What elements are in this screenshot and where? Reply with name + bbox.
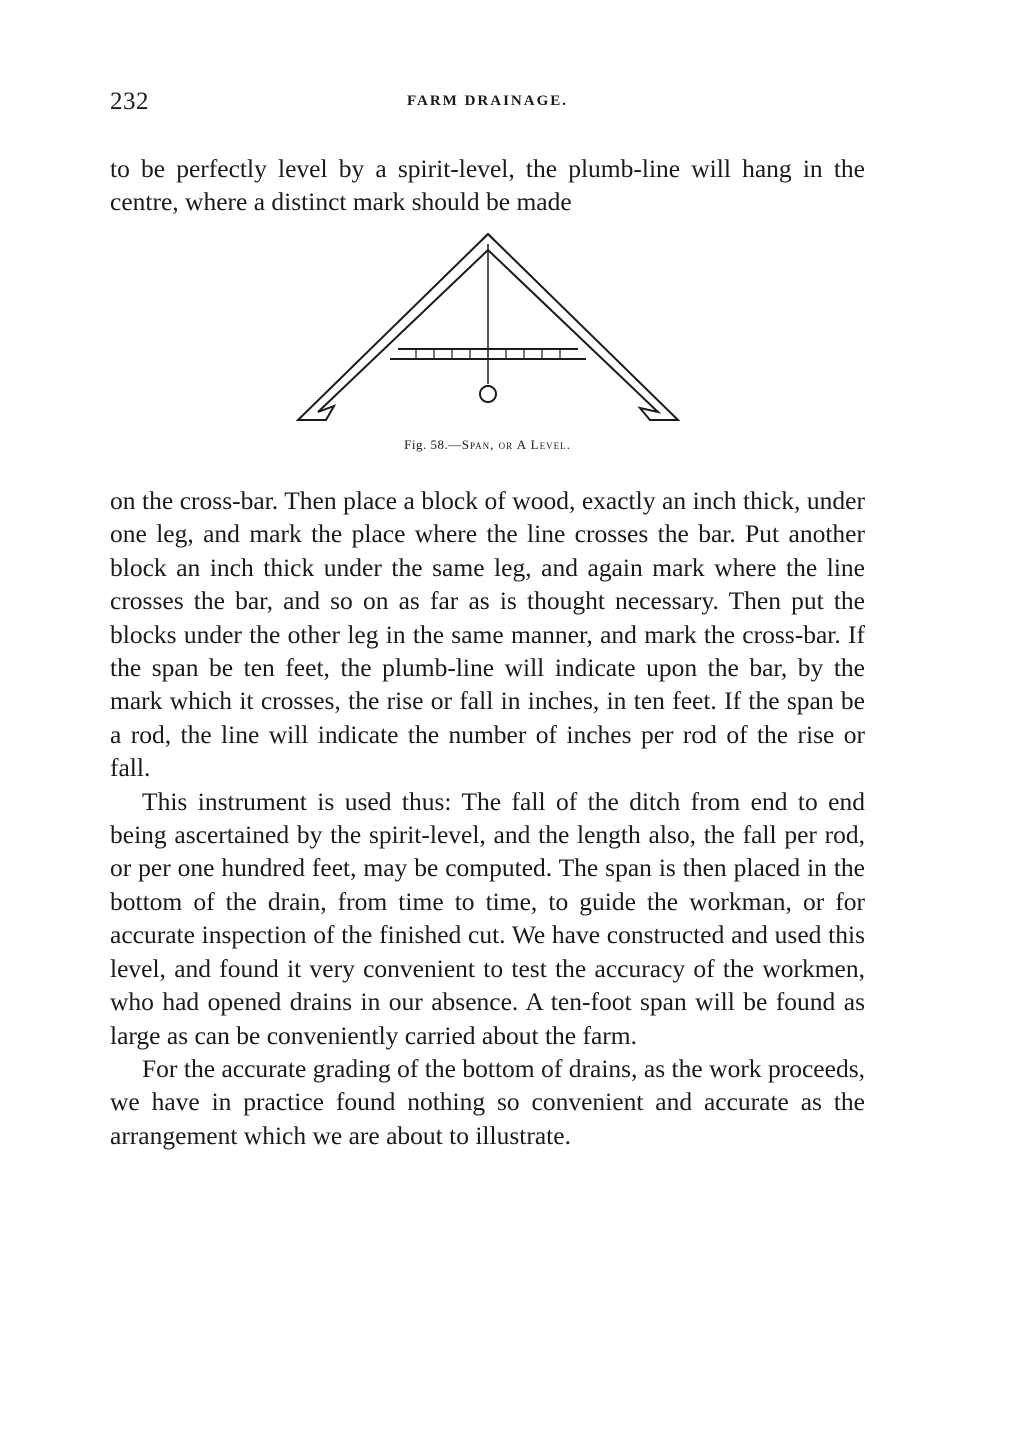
- paragraph: This instrument is used thus: The fall of the ditch from end to end being ascertained by the spirit-level, and the length also, the fall per rod, or per one hundred feet, may be computed. The span is then placed in the bottom of the drain, from time to time, to guide the workman, or for accurate inspection of the finished cut. We have constructed and used this level, and found it very convenient to test the accuracy of the workmen, who had opened drains in our absence. A ten-foot span will be found as large as can be conveniently carried about the farm.: [110, 786, 865, 1050]
- paragraph: to be perfectly level by a spirit-level, the plumb-line will hang in the centre, where a distinct mark should be made: [110, 154, 865, 217]
- body-text-bottom: [110, 484, 865, 1152]
- page-number: 232: [110, 88, 149, 115]
- figure-span-level: [290, 228, 685, 428]
- plumb-bob: [480, 386, 496, 402]
- running-head: [110, 88, 865, 118]
- paragraph: For the accurate grading of the bottom of drains, as the work proceeds, we have in practice found nothing so convenient and accurate as the arrangement which we are about to illustrate.: [110, 1053, 865, 1150]
- figure-title: Span, or A Level.: [461, 437, 571, 452]
- left-leg: [298, 234, 488, 420]
- running-title: FARM DRAINAGE.: [406, 93, 569, 109]
- span-level-figure-icon: [290, 228, 685, 428]
- paragraph: on the cross-bar. Then place a block of wood, exactly an inch thick, under one leg, and mark the place where the line crosses the bar. Put another block an inch thick under the same leg, and again mark where the line crosses the bar, and so on as far as is thought necessary. Then put the blocks under the other leg in the same manner, and mark the cross-bar. If the span be ten feet, the plumb-line will indicate upon the bar, by the mark which it crosses, the rise or fall in inches, in ten feet. If the span be a rod, the line will indicate the number of inches per rod of the rise or fall.: [110, 486, 865, 783]
- right-leg: [488, 234, 678, 420]
- body-text-top: [110, 152, 865, 219]
- apex: [482, 234, 494, 240]
- figure-label: Fig. 58.—: [404, 437, 462, 452]
- figure-caption: [110, 437, 865, 453]
